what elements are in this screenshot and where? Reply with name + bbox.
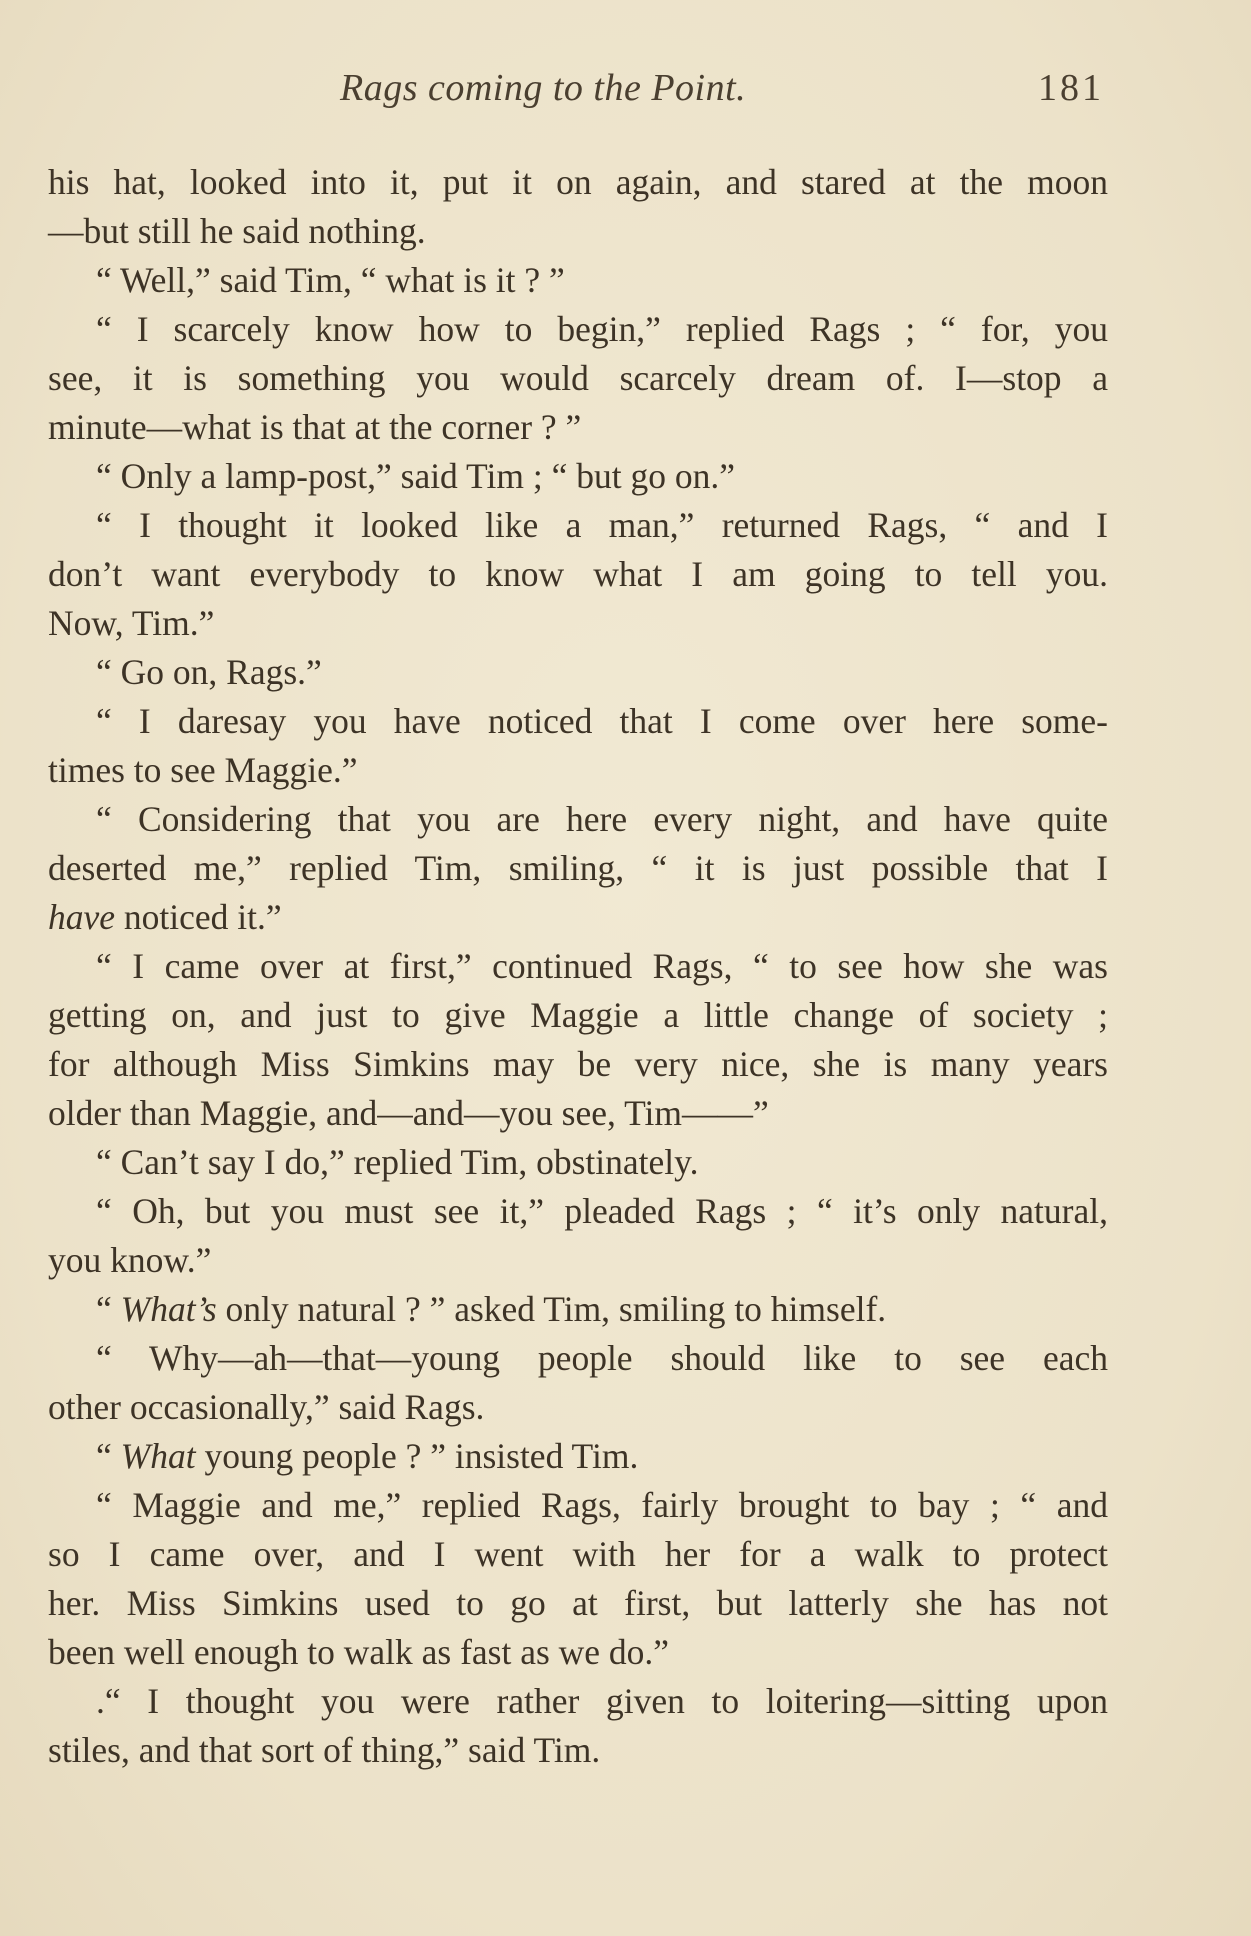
line-text: noticed it.” (123, 897, 282, 937)
running-title: Rags coming to the Point. (340, 67, 747, 109)
text-line (48, 501, 1108, 550)
text-line (48, 1530, 1108, 1579)
line-text: “ Go on, Rags.” (96, 652, 322, 692)
emphasized-word: What (120, 1436, 196, 1476)
text-line (48, 1089, 1108, 1138)
text-line (48, 1677, 1108, 1726)
text-line (48, 1138, 1108, 1187)
line-text: “ I came over at first,” continued Rags, “ to see how she was (96, 946, 1108, 986)
line-text: “ Can’t say I do,” replied Tim, obstinately. (96, 1142, 699, 1182)
line-text: her. Miss Simkins used to go at first, but latterly she has not (48, 1583, 1108, 1623)
text-line (48, 1628, 1108, 1677)
line-text: so I came over, and I went with her for a walk to protect (48, 1534, 1108, 1574)
opening-quote: “ (96, 1436, 121, 1476)
line-text: “ I daresay you have noticed that I come over here some- (96, 701, 1108, 741)
line-text: getting on, and just to give Maggie a little change of society ; (48, 995, 1108, 1035)
line-text: young people ? ” insisted Tim. (204, 1436, 639, 1476)
line-text: for although Miss Simkins may be very nice, she is many years (48, 1044, 1108, 1084)
page-number: 181 (1038, 67, 1104, 109)
text-line (48, 1187, 1108, 1236)
text-line (48, 403, 1108, 452)
text-line (48, 1285, 1108, 1334)
line-text: other occasionally,” said Rags. (48, 1387, 485, 1427)
text-line (48, 795, 1108, 844)
text-line (48, 697, 1108, 746)
text-line (48, 305, 1108, 354)
line-text: stiles, and that sort of thing,” said Tim. (48, 1730, 601, 1770)
line-text: only natural ? ” asked Tim, smiling to himself. (225, 1289, 887, 1329)
line-text: been well enough to walk as fast as we do.” (48, 1632, 670, 1672)
text-line (48, 1334, 1108, 1383)
text-line (48, 746, 1108, 795)
text-line (48, 1432, 1108, 1481)
line-text: “ I scarcely know how to begin,” replied Rags ; “ for, you (96, 309, 1108, 349)
line-text: “ Considering that you are here every night, and have quite (96, 799, 1108, 839)
line-text: you know.” (48, 1240, 212, 1280)
line-text: “ Oh, but you must see it,” pleaded Rags ; “ it’s only natural, (96, 1191, 1108, 1231)
line-text: deserted me,” replied Tim, smiling, “ it is just possible that I (48, 848, 1108, 888)
line-text: times to see Maggie.” (48, 750, 358, 790)
line-text: don’t want everybody to know what I am going to tell you. (48, 554, 1108, 594)
line-text: “ Why—ah—that—young people should like to see each (96, 1338, 1108, 1378)
text-body (48, 158, 1108, 1775)
text-line (48, 991, 1108, 1040)
text-line (48, 1579, 1108, 1628)
text-line (48, 599, 1108, 648)
text-line (48, 844, 1108, 893)
text-line (48, 550, 1108, 599)
emphasized-word: What’s (120, 1289, 217, 1329)
text-line (48, 648, 1108, 697)
text-line (48, 207, 1108, 256)
line-text: —but still he said nothing. (48, 211, 426, 251)
text-line (48, 1236, 1108, 1285)
text-line (48, 893, 1108, 942)
opening-quote: “ (96, 1289, 121, 1329)
line-text: .“ I thought you were rather given to loitering—sitting upon (96, 1681, 1108, 1721)
line-text: Now, Tim.” (48, 603, 215, 643)
line-text: minute—what is that at the corner ? ” (48, 407, 582, 447)
running-head (0, 66, 1251, 116)
text-line (48, 158, 1108, 207)
text-line (48, 354, 1108, 403)
text-line (48, 256, 1108, 305)
line-text: “ Only a lamp-post,” said Tim ; “ but go on.” (96, 456, 735, 496)
line-text: “ I thought it looked like a man,” returned Rags, “ and I (96, 505, 1108, 545)
text-line (48, 1040, 1108, 1089)
line-text: “ Well,” said Tim, “ what is it ? ” (96, 260, 565, 300)
emphasized-word: have (48, 897, 116, 937)
text-line (48, 1383, 1108, 1432)
line-text: older than Maggie, and—and—you see, Tim——” (48, 1093, 769, 1133)
line-text: his hat, looked into it, put it on again, and stared at the moon (48, 162, 1108, 202)
text-line (48, 452, 1108, 501)
text-line (48, 942, 1108, 991)
line-text: see, it is something you would scarcely dream of. I—stop a (48, 358, 1108, 398)
text-line (48, 1726, 1108, 1775)
line-text: “ Maggie and me,” replied Rags, fairly brought to bay ; “ and (96, 1485, 1108, 1525)
text-line (48, 1481, 1108, 1530)
